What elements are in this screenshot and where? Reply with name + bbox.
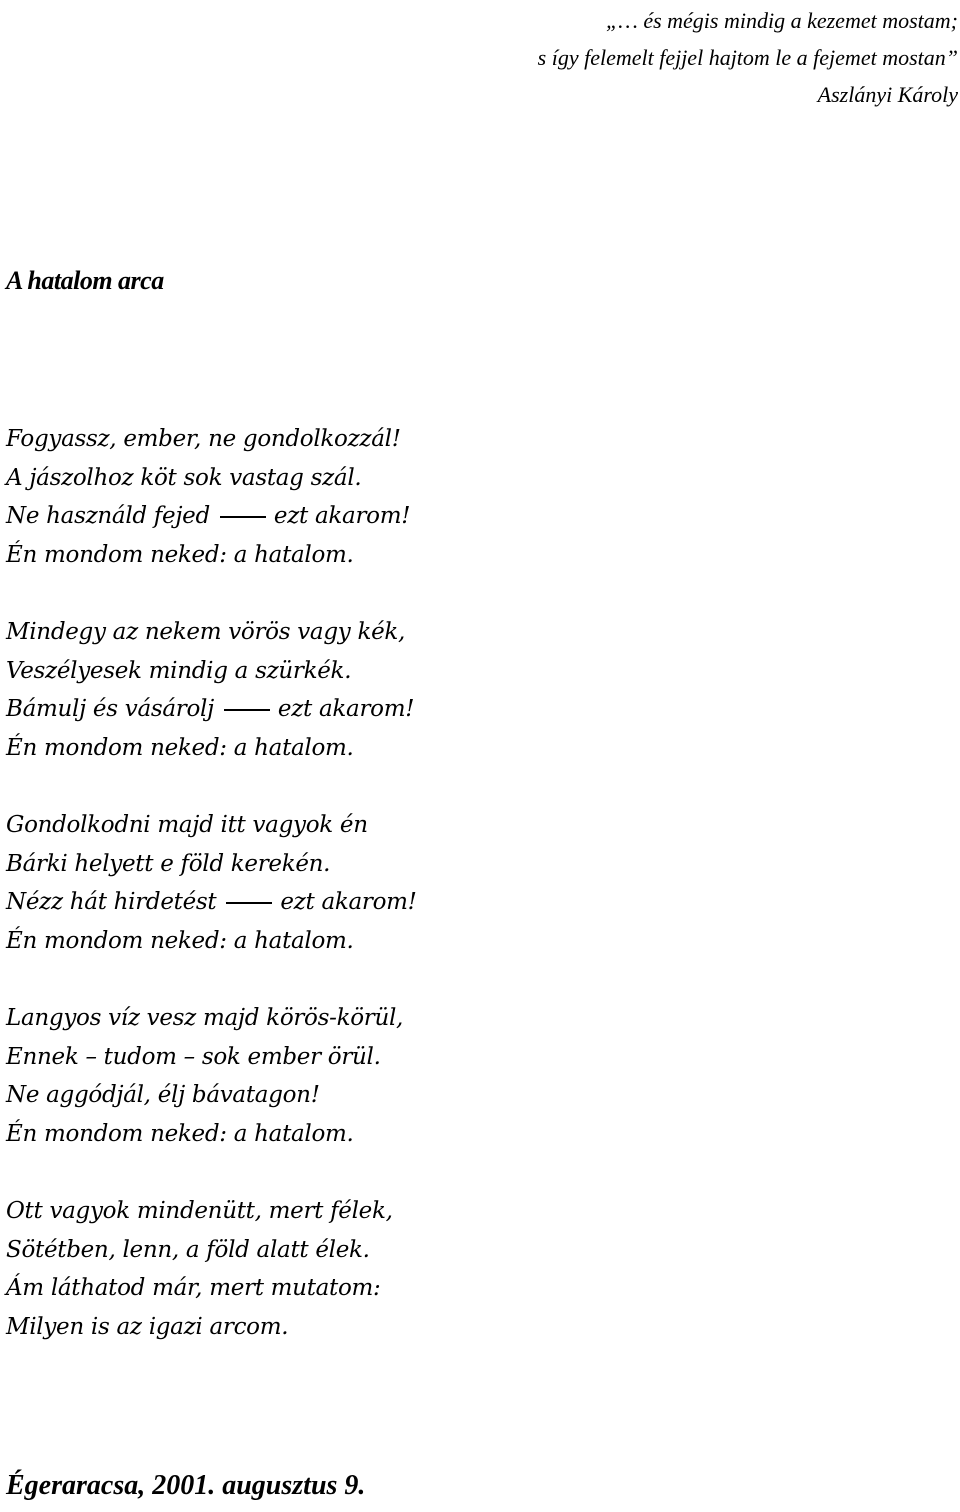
stanza — [6, 420, 417, 574]
epigraph-line: s így felemelt fejjel hajtom le a fejemet mostan” — [537, 45, 958, 70]
poem-line — [6, 883, 417, 922]
poem-line — [6, 690, 417, 729]
poem-line: Ám láthatod már, mert mutatom: — [6, 1275, 381, 1301]
poem-line: Én mondom neked: a hatalom. — [6, 927, 354, 954]
poem-line: Fogyassz, ember, ne gondolkozzál! — [6, 426, 401, 452]
poem-title: A hatalom arca — [6, 266, 164, 295]
poem-line: Én mondom neked: a hatalom. — [6, 1120, 354, 1147]
epigraph — [538, 2, 958, 113]
epigraph-line: „… és mégis mindig a kezemet mostam; — [606, 8, 958, 33]
poem-line-part: Ne használd fejed — [6, 503, 210, 529]
poem-line: Gondolkodni majd itt vagyok én — [6, 812, 368, 838]
poem-line: Én mondom neked: a hatalom. — [6, 541, 354, 568]
poem-line: Milyen is az igazi arcom. — [6, 1313, 289, 1340]
place-date: Égeraracsa, 2001. augusztus 9. — [6, 1470, 366, 1501]
poem-line-part: ezt akarom! — [277, 696, 415, 722]
em-dash — [220, 516, 266, 518]
em-dash — [224, 709, 270, 711]
stanza — [6, 1192, 417, 1346]
poem-line: Mindegy az nekem vörös vagy kék, — [6, 619, 406, 645]
stanza — [6, 613, 417, 767]
epigraph-author: Aszlányi Károly — [817, 82, 958, 107]
poem-line: Veszélyesek mindig a szürkék. — [6, 657, 352, 684]
poem-line-part: ezt akarom! — [273, 503, 411, 529]
poem-body — [6, 420, 417, 1385]
poem-line-part: Nézz hát hirdetést — [6, 889, 217, 915]
poem-line-part: ezt akarom! — [280, 889, 417, 915]
poem-line: Sötétben, lenn, a föld alatt élek. — [6, 1236, 370, 1263]
stanza — [6, 806, 417, 960]
poem-line: Ennek – tudom – sok ember örül. — [6, 1043, 381, 1070]
stanza — [6, 999, 417, 1153]
poem-line: Langyos víz vesz majd körös-körül, — [6, 1005, 404, 1031]
poem-line: Ne aggódjál, élj bávatagon! — [6, 1082, 320, 1108]
poem-line: Én mondom neked: a hatalom. — [6, 734, 354, 761]
poem-line: Bárki helyett e föld kerekén. — [6, 850, 331, 877]
poem-line-part: Bámulj és vásárolj — [6, 696, 214, 722]
em-dash — [226, 902, 272, 904]
poem-line: Ott vagyok mindenütt, mert félek, — [6, 1198, 393, 1224]
poem-line: A jászolhoz köt sok vastag szál. — [6, 464, 362, 491]
poem-line — [6, 497, 417, 536]
